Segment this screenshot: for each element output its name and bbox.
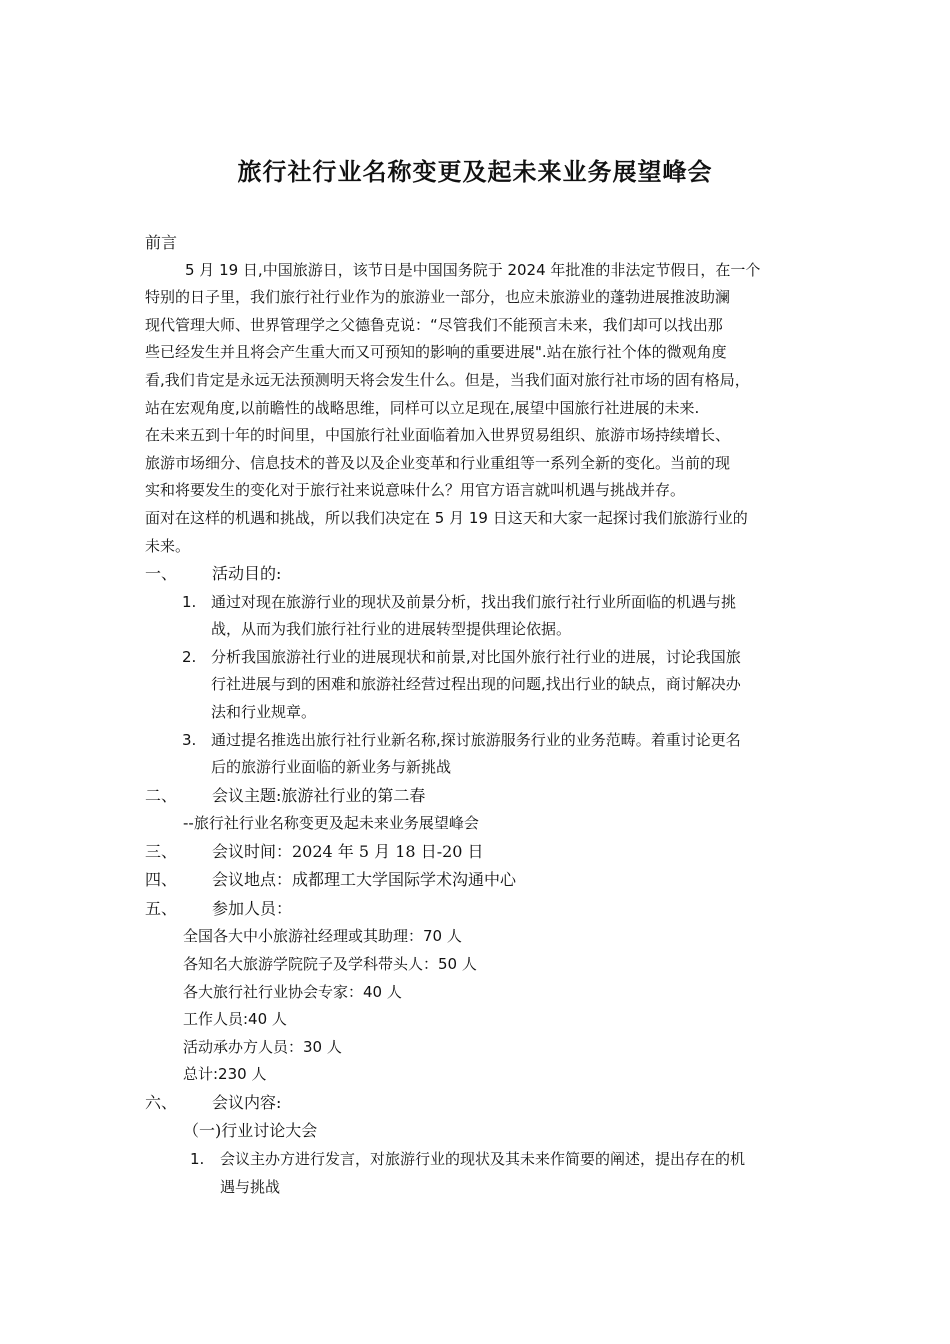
- preface-line: 特别的日子里，我们旅行社行业作为的旅游业一部分，也应未旅游业的蓬勃进展推波助澜: [145, 288, 731, 307]
- list-item-continuation: 战，从而为我们旅行社行业的进展转型提供理论依据。: [211, 620, 572, 639]
- participant-line: 工作人员:40 人: [183, 1010, 287, 1029]
- section-number: 四、: [145, 870, 178, 890]
- list-item-text: 通过对现在旅游行业的现状及前景分析，找出我们旅行社行业所面临的机遇与挑: [211, 592, 737, 611]
- list-item: [145, 644, 811, 672]
- participant-line: 各大旅行社行业协会专家：40 人: [183, 982, 402, 1001]
- preface-line: 旅游市场细分、信息技术的普及以及企业变革和行业重组等一系列全新的变化。当前的现: [145, 453, 731, 472]
- list-item-text: 会议主办方进行发言，对旅游行业的现状及其未来作简要的阐述，提出存在的机: [220, 1149, 746, 1168]
- list-item: [145, 589, 811, 617]
- participant-line: 全国各大中小旅游社经理或其助理：70 人: [183, 927, 462, 946]
- section-heading-participants: [145, 895, 811, 924]
- list-item-number: 3.: [182, 730, 197, 749]
- preface-line: 5 月 19 日,中国旅游日，该节日是中国国务院于 2024 年批准的非法定节假日，在一个: [185, 260, 761, 279]
- theme-subtitle: --旅行社行业名称变更及起未来业务展望峰会: [183, 814, 479, 833]
- preface-line: 未来。: [145, 536, 191, 555]
- participant-total: 总计:230 人: [183, 1065, 267, 1084]
- list-item-number: 2.: [182, 647, 197, 666]
- preface-line: 面对在这样的机遇和挑战，所以我们决定在 5 月 19 日这天和大家一起探讨我们旅游行业的: [145, 508, 748, 527]
- list-item-continuation: 法和行业规章。: [211, 703, 317, 721]
- list-item-text: 通过提名推选出旅行社行业新名称,探讨旅游服务行业的业务范畴。着重讨论更名: [211, 730, 741, 749]
- section-number: 二、: [145, 785, 178, 805]
- section-label: 会议时间：2024 年 5 月 18 日-20 日: [212, 841, 484, 861]
- list-item-continuation: 后的旅游行业面临的新业务与新挑战: [211, 758, 452, 777]
- preface-line: 现代管理大师、世界管理学之父德鲁克说：“尽管我们不能预言未来，我们却可以找出那: [145, 315, 723, 334]
- section-heading-theme: [145, 782, 811, 811]
- section-heading-time: [145, 838, 811, 867]
- section-number: 五、: [145, 898, 178, 918]
- list-item-continuation: 行社进展与到的困难和旅游社经营过程出现的问题,找出行业的缺点，商讨解决办: [211, 675, 741, 694]
- preface-heading: 前言: [145, 233, 178, 252]
- list-item: [145, 727, 811, 755]
- list-item: [145, 1146, 811, 1174]
- list-item-number: 1.: [190, 1149, 205, 1168]
- preface-line: 看,我们肯定是永远无法预测明天将会发生什么。但是，当我们面对旅行社市场的固有格局，: [145, 370, 750, 389]
- list-item-text: 分析我国旅游社行业的进展现状和前景,对比国外旅行社行业的进展，讨论我国旅: [211, 647, 741, 666]
- participant-line: 活动承办方人员：30 人: [183, 1037, 342, 1056]
- preface-line: 些已经发生并且将会产生重大而又可预知的影响的重要进展".站在旅行社个体的微观角度: [145, 343, 727, 362]
- participant-line: 各知名大旅游学院院子及学科带头人：50 人: [183, 954, 477, 973]
- section-label: 会议主题:旅游社行业的第二春: [212, 785, 426, 805]
- document-body: [145, 229, 811, 1201]
- section-label: 参加人员：: [212, 898, 293, 918]
- section-number: 六、: [145, 1092, 178, 1112]
- section-heading-location: [145, 866, 811, 895]
- preface-line: 在未来五到十年的时间里，中国旅行社业面临着加入世界贸易组织、旅游市场持续增长、: [145, 426, 731, 445]
- preface-line: 站在宏观角度,以前瞻性的战略思维，同样可以立足现在,展望中国旅行社进展的未来.: [145, 398, 700, 417]
- preface-line: 实和将要发生的变化对于旅行社来说意味什么？用官方语言就叫机遇与挑战并存。: [145, 481, 686, 500]
- list-item-continuation: 遇与挑战: [220, 1177, 281, 1196]
- section-label: 会议地点：成都理工大学国际学术沟通中心: [212, 870, 517, 890]
- section-label: 会议内容:: [212, 1092, 282, 1112]
- section-number: 三、: [145, 841, 178, 861]
- section-label: 活动目的:: [212, 564, 282, 584]
- document-title: 旅行社行业名称变更及起未来业务展望峰会: [237, 158, 713, 186]
- list-item-number: 1.: [182, 592, 197, 611]
- subsection-heading: （一)行业讨论大会: [183, 1121, 318, 1141]
- section-heading-purpose: [145, 560, 811, 589]
- section-heading-content: [145, 1089, 811, 1118]
- section-number: 一、: [145, 564, 178, 584]
